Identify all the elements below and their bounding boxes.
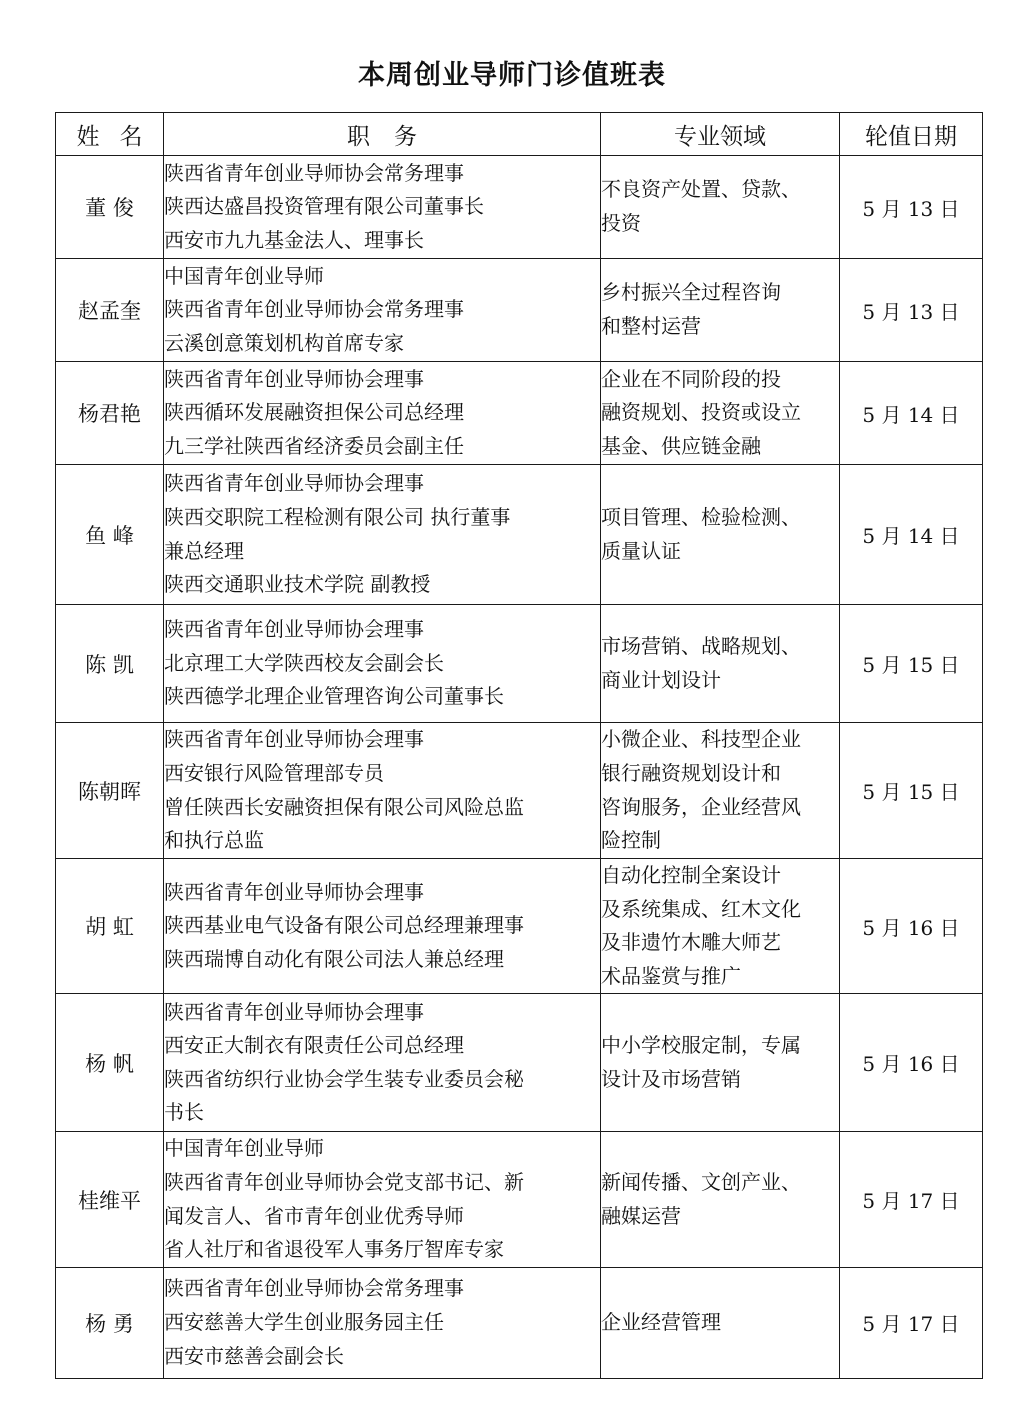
header-date: 轮值日期 [840, 113, 983, 156]
field-line: 术品鉴赏与推广 [601, 963, 741, 988]
position-line: 西安慈善大学生创业服务园主任 [164, 1309, 444, 1334]
position-line: 和执行总监 [164, 828, 264, 853]
position-line: 陕西省青年创业导师协会常务理事 [164, 1276, 464, 1301]
position-line: 九三学社陕西省经济委员会副主任 [164, 433, 464, 458]
table-row [56, 362, 983, 465]
duty-date: 5 月 16 日 [840, 859, 983, 994]
table-row [56, 156, 983, 259]
mentor-name: 鱼 峰 [56, 465, 164, 605]
position-line: 陕西省纺织行业协会学生装专业委员会秘 [164, 1066, 524, 1091]
field-line: 新闻传播、文创产业、 [601, 1169, 801, 1194]
field-line: 项目管理、检验检测、 [601, 504, 801, 529]
field-line: 市场营销、战略规划、 [601, 633, 801, 658]
position-line: 陕西交通职业技术学院 副教授 [164, 572, 431, 597]
mentor-field [601, 859, 840, 994]
position-line: 陕西省青年创业导师协会理事 [164, 999, 424, 1024]
field-line: 咨询服务，企业经营风 [601, 794, 801, 819]
position-line: 陕西达盛昌投资管理有限公司董事长 [164, 194, 484, 219]
position-line: 云溪创意策划机构首席专家 [164, 330, 404, 355]
field-line: 设计及市场营销 [601, 1066, 741, 1091]
mentor-field [601, 1132, 840, 1267]
table-row [56, 1132, 983, 1267]
mentor-name: 杨君艳 [56, 362, 164, 465]
field-line: 银行融资规划设计和 [601, 760, 781, 785]
position-line: 省人社厅和省退役军人事务厅智库专家 [164, 1237, 504, 1262]
position-line: 书长 [164, 1100, 204, 1125]
header-field: 专业领域 [601, 113, 840, 156]
mentor-position [164, 723, 601, 859]
mentor-position [164, 1132, 601, 1267]
duty-roster-table [55, 112, 983, 1379]
mentor-position [164, 156, 601, 259]
duty-date: 5 月 16 日 [840, 994, 983, 1132]
position-line: 中国青年创业导师 [164, 263, 324, 288]
position-line: 北京理工大学陕西校友会副会长 [164, 650, 444, 675]
field-line: 和整村运营 [601, 314, 701, 338]
position-line: 陕西交职院工程检测有限公司 执行董事 [164, 504, 511, 529]
position-line: 陕西省青年创业导师协会常务理事 [164, 160, 464, 185]
duty-date: 5 月 17 日 [840, 1132, 983, 1267]
field-line: 融媒运营 [601, 1203, 681, 1228]
position-line: 兼总经理 [164, 538, 244, 563]
mentor-field [601, 362, 840, 465]
duty-date: 5 月 14 日 [840, 465, 983, 605]
duty-date: 5 月 15 日 [840, 605, 983, 723]
field-line: 商业计划设计 [601, 667, 721, 692]
field-line: 及非遗竹木雕大师艺 [601, 930, 781, 955]
table-row [56, 605, 983, 723]
position-line: 西安银行风险管理部专员 [164, 760, 384, 785]
mentor-name: 桂维平 [56, 1132, 164, 1267]
table-row [56, 465, 983, 605]
position-line: 陕西省青年创业导师协会理事 [164, 366, 424, 391]
field-line: 小微企业、科技型企业 [601, 727, 801, 752]
position-line: 陕西省青年创业导师协会理事 [164, 471, 424, 496]
mentor-name: 杨 勇 [56, 1267, 164, 1378]
position-line: 陕西瑞博自动化有限公司法人兼总经理 [164, 946, 504, 971]
mentor-name: 赵孟奎 [56, 259, 164, 362]
position-line: 中国青年创业导师 [164, 1136, 324, 1161]
header-position: 职务 [164, 113, 601, 156]
duty-date: 5 月 15 日 [840, 723, 983, 859]
field-line: 融资规划、投资或设立 [601, 400, 801, 425]
table-row [56, 723, 983, 859]
header-name: 姓名 [56, 113, 164, 156]
mentor-name: 董 俊 [56, 156, 164, 259]
mentor-position [164, 994, 601, 1132]
mentor-field [601, 465, 840, 605]
table-row [56, 1267, 983, 1378]
mentor-field [601, 994, 840, 1132]
duty-date: 5 月 13 日 [840, 259, 983, 362]
mentor-position [164, 259, 601, 362]
mentor-position [164, 1267, 601, 1378]
field-line: 质量认证 [601, 538, 681, 563]
field-line: 不良资产处置、贷款、 [601, 177, 801, 202]
table-row [56, 994, 983, 1132]
mentor-name: 陈 凯 [56, 605, 164, 723]
field-line: 企业经营管理 [601, 1309, 721, 1334]
field-line: 基金、供应链金融 [601, 433, 761, 458]
mentor-name: 胡 虹 [56, 859, 164, 994]
table-row [56, 859, 983, 994]
mentor-field [601, 259, 840, 362]
table-row [56, 259, 983, 362]
position-line: 陕西省青年创业导师协会理事 [164, 727, 424, 752]
field-line: 自动化控制全案设计 [601, 863, 781, 887]
mentor-name: 陈朝晖 [56, 723, 164, 859]
position-line: 陕西省青年创业导师协会党支部书记、新 [164, 1169, 524, 1194]
position-line: 曾任陕西长安融资担保有限公司风险总监 [164, 794, 524, 819]
position-line: 陕西省青年创业导师协会常务理事 [164, 297, 464, 322]
field-line: 及系统集成、红木文化 [601, 896, 801, 921]
duty-date: 5 月 13 日 [840, 156, 983, 259]
position-line: 陕西省青年创业导师协会理事 [164, 617, 424, 642]
position-line: 陕西省青年创业导师协会理事 [164, 879, 424, 904]
mentor-position [164, 859, 601, 994]
mentor-position [164, 465, 601, 605]
page-title: 本周创业导师门诊值班表 [358, 60, 666, 91]
mentor-position [164, 605, 601, 723]
position-line: 陕西德学北理企业管理咨询公司董事长 [164, 684, 504, 709]
position-line: 闻发言人、省市青年创业优秀导师 [164, 1203, 464, 1228]
duty-date: 5 月 14 日 [840, 362, 983, 465]
field-line: 投资 [601, 211, 641, 235]
mentor-field [601, 605, 840, 723]
position-line: 西安市九九基金法人、理事长 [164, 227, 424, 252]
mentor-name: 杨 帆 [56, 994, 164, 1132]
position-line: 西安市慈善会副会长 [164, 1343, 344, 1368]
position-line: 陕西循环发展融资担保公司总经理 [164, 400, 464, 425]
field-line: 险控制 [601, 828, 661, 853]
mentor-position [164, 362, 601, 465]
field-line: 乡村振兴全过程咨询 [601, 280, 781, 305]
table-header-row [56, 113, 983, 156]
position-line: 陕西基业电气设备有限公司总经理兼理事 [164, 913, 524, 938]
mentor-field [601, 1267, 840, 1378]
duty-date: 5 月 17 日 [840, 1267, 983, 1378]
field-line: 中小学校服定制，专属 [601, 1033, 801, 1058]
mentor-field [601, 156, 840, 259]
field-line: 企业在不同阶段的投 [601, 366, 781, 391]
position-line: 西安正大制衣有限责任公司总经理 [164, 1033, 464, 1058]
mentor-field [601, 723, 840, 859]
